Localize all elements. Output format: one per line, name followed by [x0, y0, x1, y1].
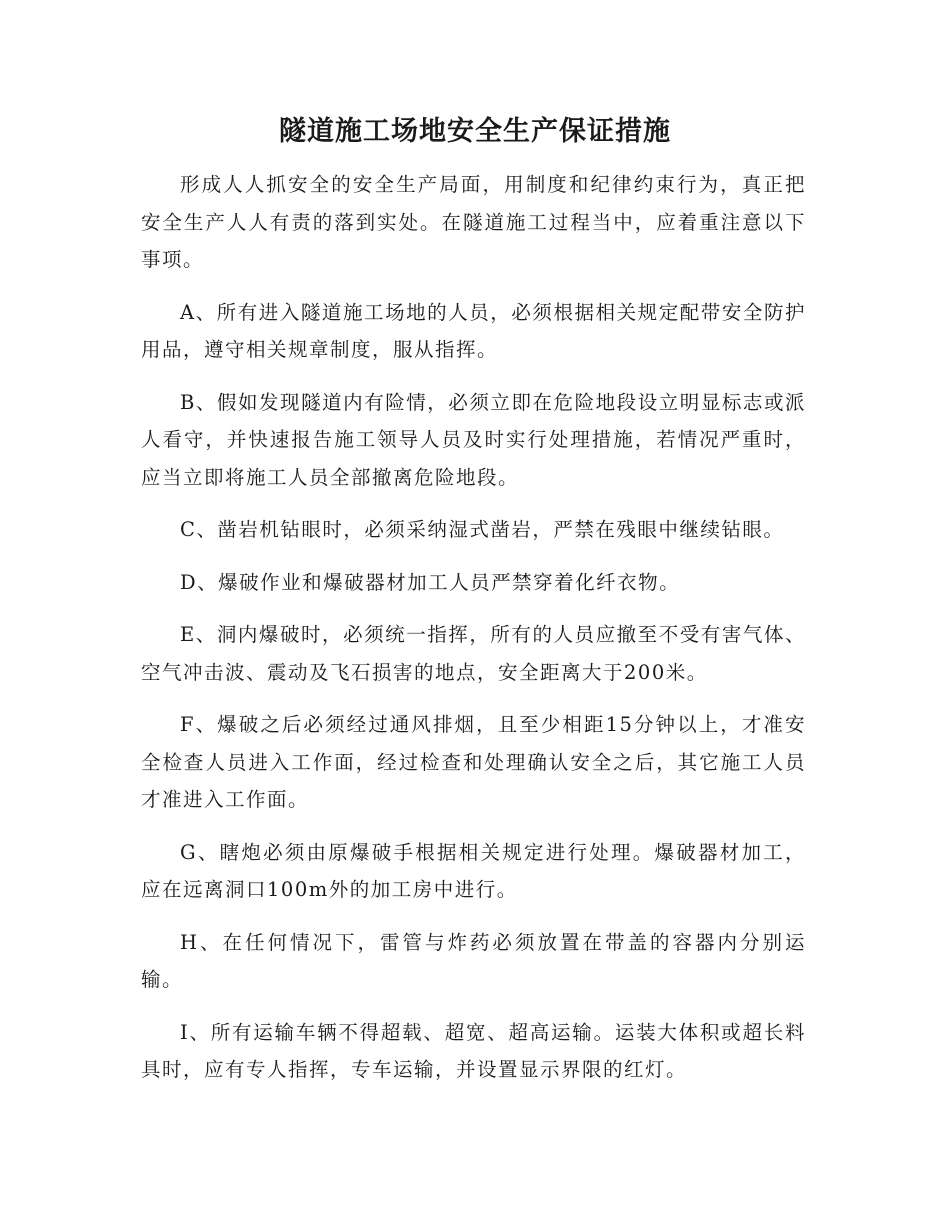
- item-a-paragraph: A、所有进入隧道施工场地的人员，必须根据相关规定配带安全防护用品，遵守相关规章制度，服从指挥。: [141, 300, 806, 361]
- item-e-paragraph: E、洞内爆破时，必须统一指挥，所有的人员应撤至不受有害气体、空气冲击波、震动及飞石损害的地点，安全距离大于200米。: [141, 623, 806, 684]
- item-c-paragraph: C、凿岩机钻眼时，必须采纳湿式凿岩，严禁在残眼中继续钻眼。: [180, 518, 785, 541]
- item-d-paragraph: D、爆破作业和爆破器材加工人员严禁穿着化纤衣物。: [180, 570, 681, 594]
- intro-paragraph: 形成人人抓安全的安全生产局面，用制度和纪律约束行为，真正把安全生产人人有责的落到实处。在隧道施工过程当中，应着重注意以下事项。: [141, 173, 806, 271]
- item-f-paragraph: F、爆破之后必须经过通风排烟，且至少相距15分钟以上，才准安全检查人员进入工作面，经过检查和处理确认安全之后，其它施工人员才准进入工作面。: [141, 713, 806, 811]
- document-title: 隧道施工场地安全生产保证措施: [279, 116, 671, 147]
- document-body: [141, 166, 806, 1104]
- item-h-paragraph: H、在任何情况下，雷管与炸药必须放置在带盖的容器内分别运输。: [141, 930, 806, 991]
- item-i-paragraph: I、所有运输车辆不得超载、超宽、超高运输。运装大体积或超长料具时，应有专人指挥，专车运输，并设置显示界限的红灯。: [141, 1020, 806, 1081]
- item-b-paragraph: B、假如发现隧道内有险情，必须立即在危险地段设立明显标志或派人看守，并快速报告施工领导人员及时实行处理措施，若情况严重时，应当立即将施工人员全部撤离危险地段。: [141, 390, 806, 489]
- item-g-paragraph: G、瞎炮必须由原爆破手根据相关规定进行处理。爆破器材加工，应在远离洞口100m外的加工房中进行。: [141, 840, 806, 901]
